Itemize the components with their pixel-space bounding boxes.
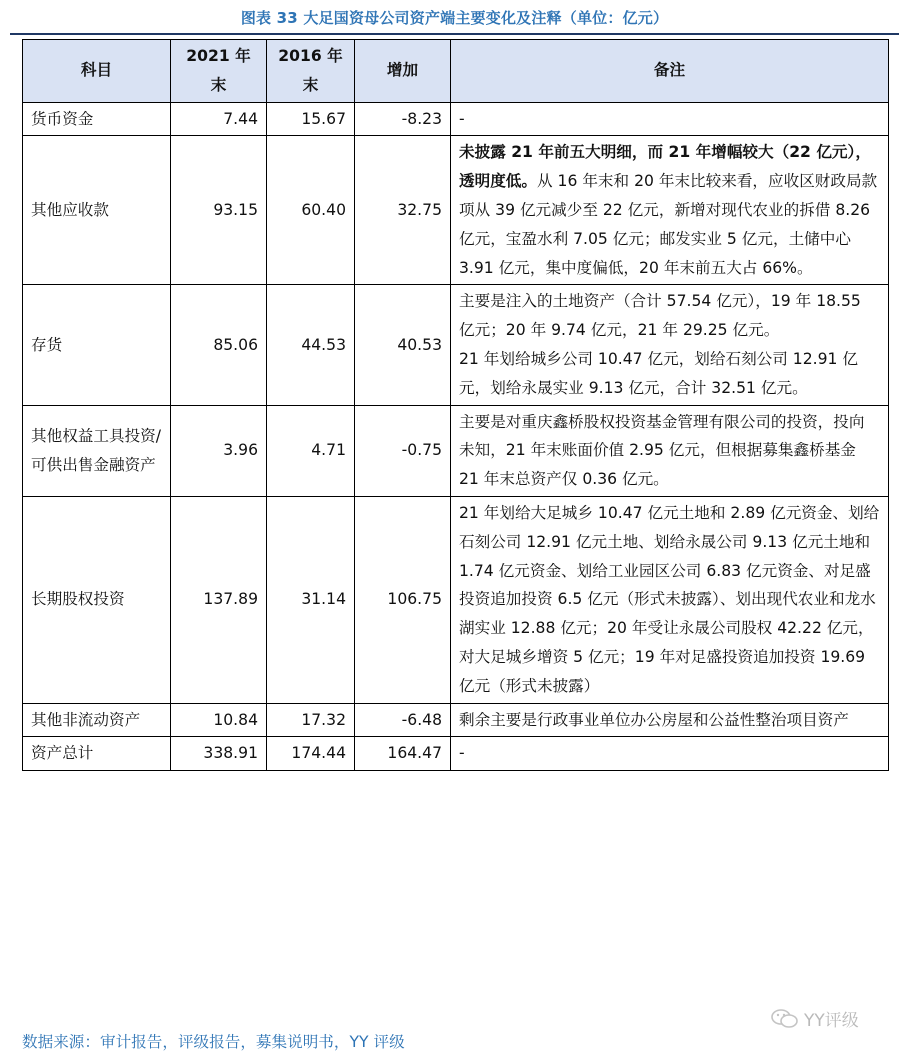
table-title: 图表 33 大足国资母公司资产端主要变化及注释（单位：亿元）	[240, 9, 669, 27]
header-note: 备注	[451, 40, 889, 103]
row-increase: -0.75	[355, 405, 451, 496]
watermark	[770, 1006, 859, 1031]
top-rule	[10, 33, 899, 35]
row-2016: 17.32	[267, 703, 355, 737]
row-2016: 15.67	[267, 102, 355, 136]
row-increase: -8.23	[355, 102, 451, 136]
data-source: 数据来源：审计报告，评级报告，募集说明书，YY 评级	[22, 1033, 405, 1051]
row-note	[451, 405, 889, 496]
note-text: -	[459, 744, 465, 763]
row-2016: 31.14	[267, 496, 355, 703]
row-2021: 137.89	[171, 496, 267, 703]
table-row	[23, 285, 889, 405]
table-row	[23, 102, 889, 136]
row-note	[451, 496, 889, 703]
row-name: 资产总计	[23, 737, 171, 771]
table-row	[23, 136, 889, 285]
row-name: 其他应收款	[23, 136, 171, 285]
row-name: 货币资金	[23, 102, 171, 136]
table-row-total	[23, 737, 889, 771]
note-text: 21 年划给大足城乡 10.47 亿元土地和 2.89 亿元资金、划给石刻公司 12.91 亿元土地、划给永晟公司 9.13 亿元土地和 1.74 亿元资金、划给工业园区公司 6.83 亿元资金、对足盛投资追加投资 6.5 亿元（形式未披露）、划出现代农业和龙水湖实业 12.88 亿元；20 年受让永晟公司股权 42.22 亿元，对大足城乡增资 5 亿元；19 年对足盛投资追加投资 19.69 亿元（形式未披露）	[459, 503, 880, 695]
row-2021: 7.44	[171, 102, 267, 136]
asset-change-table	[22, 39, 889, 771]
note-text: 从 16 年末和 20 年末比较来看，应收区财政局款项从 39 亿元减少至 22 亿元，新增对现代农业的拆借 8.26 亿元，宝盈水利 7.05 亿元；邮发实业 5 亿元，土储中心 3.91 亿元，集中度偏低，20 年末前五大占 66%。	[459, 172, 878, 277]
row-2021: 10.84	[171, 703, 267, 737]
note-text-2: 21 年划给城乡公司 10.47 亿元，划给石刻公司 12.91 亿元，划给永晟实业 9.13 亿元，合计 32.51 亿元。	[459, 349, 859, 397]
row-2021: 3.96	[171, 405, 267, 496]
table-row	[23, 496, 889, 703]
watermark-text: YY评级	[804, 1011, 859, 1031]
header-item: 科目	[23, 40, 171, 103]
row-name: 存货	[23, 285, 171, 405]
table-row	[23, 405, 889, 496]
row-2016: 4.71	[267, 405, 355, 496]
table-header-row	[23, 40, 889, 103]
row-note	[451, 737, 889, 771]
row-2021: 338.91	[171, 737, 267, 771]
note-text: 主要是对重庆鑫桥股权投资基金管理有限公司的投资，投向未知，21 年末账面价值 2.95 亿元，但根据募集鑫桥基金 21 年末总资产仅 0.36 亿元。	[459, 412, 865, 489]
row-note	[451, 136, 889, 285]
row-note	[451, 703, 889, 737]
row-note	[451, 285, 889, 405]
header-2016: 2016 年末	[267, 40, 355, 103]
table-row	[23, 703, 889, 737]
row-increase: -6.48	[355, 703, 451, 737]
note-text: -	[459, 109, 465, 128]
row-2021: 93.15	[171, 136, 267, 285]
row-increase: 106.75	[355, 496, 451, 703]
row-name: 其他权益工具投资/可供出售金融资产	[23, 405, 171, 496]
row-2016: 60.40	[267, 136, 355, 285]
row-name: 其他非流动资产	[23, 703, 171, 737]
row-2021: 85.06	[171, 285, 267, 405]
header-2021: 2021 年末	[171, 40, 267, 103]
row-note	[451, 102, 889, 136]
wechat-icon	[770, 1008, 800, 1030]
row-increase: 32.75	[355, 136, 451, 285]
note-text: 主要是注入的土地资产（合计 57.54 亿元），19 年 18.55 亿元；20 年 9.74 亿元，21 年 29.25 亿元。	[459, 292, 861, 340]
row-increase: 164.47	[355, 737, 451, 771]
row-2016: 44.53	[267, 285, 355, 405]
note-text: 剩余主要是行政事业单位办公房屋和公益性整治项目资产	[459, 710, 849, 729]
row-name: 长期股权投资	[23, 496, 171, 703]
row-increase: 40.53	[355, 285, 451, 405]
row-2016: 174.44	[267, 737, 355, 771]
note-bold-text: 未披露 21 年前五大明细，而 21 年增幅较大（22 亿元），透明度低。	[459, 143, 871, 191]
header-increase: 增加	[355, 40, 451, 103]
